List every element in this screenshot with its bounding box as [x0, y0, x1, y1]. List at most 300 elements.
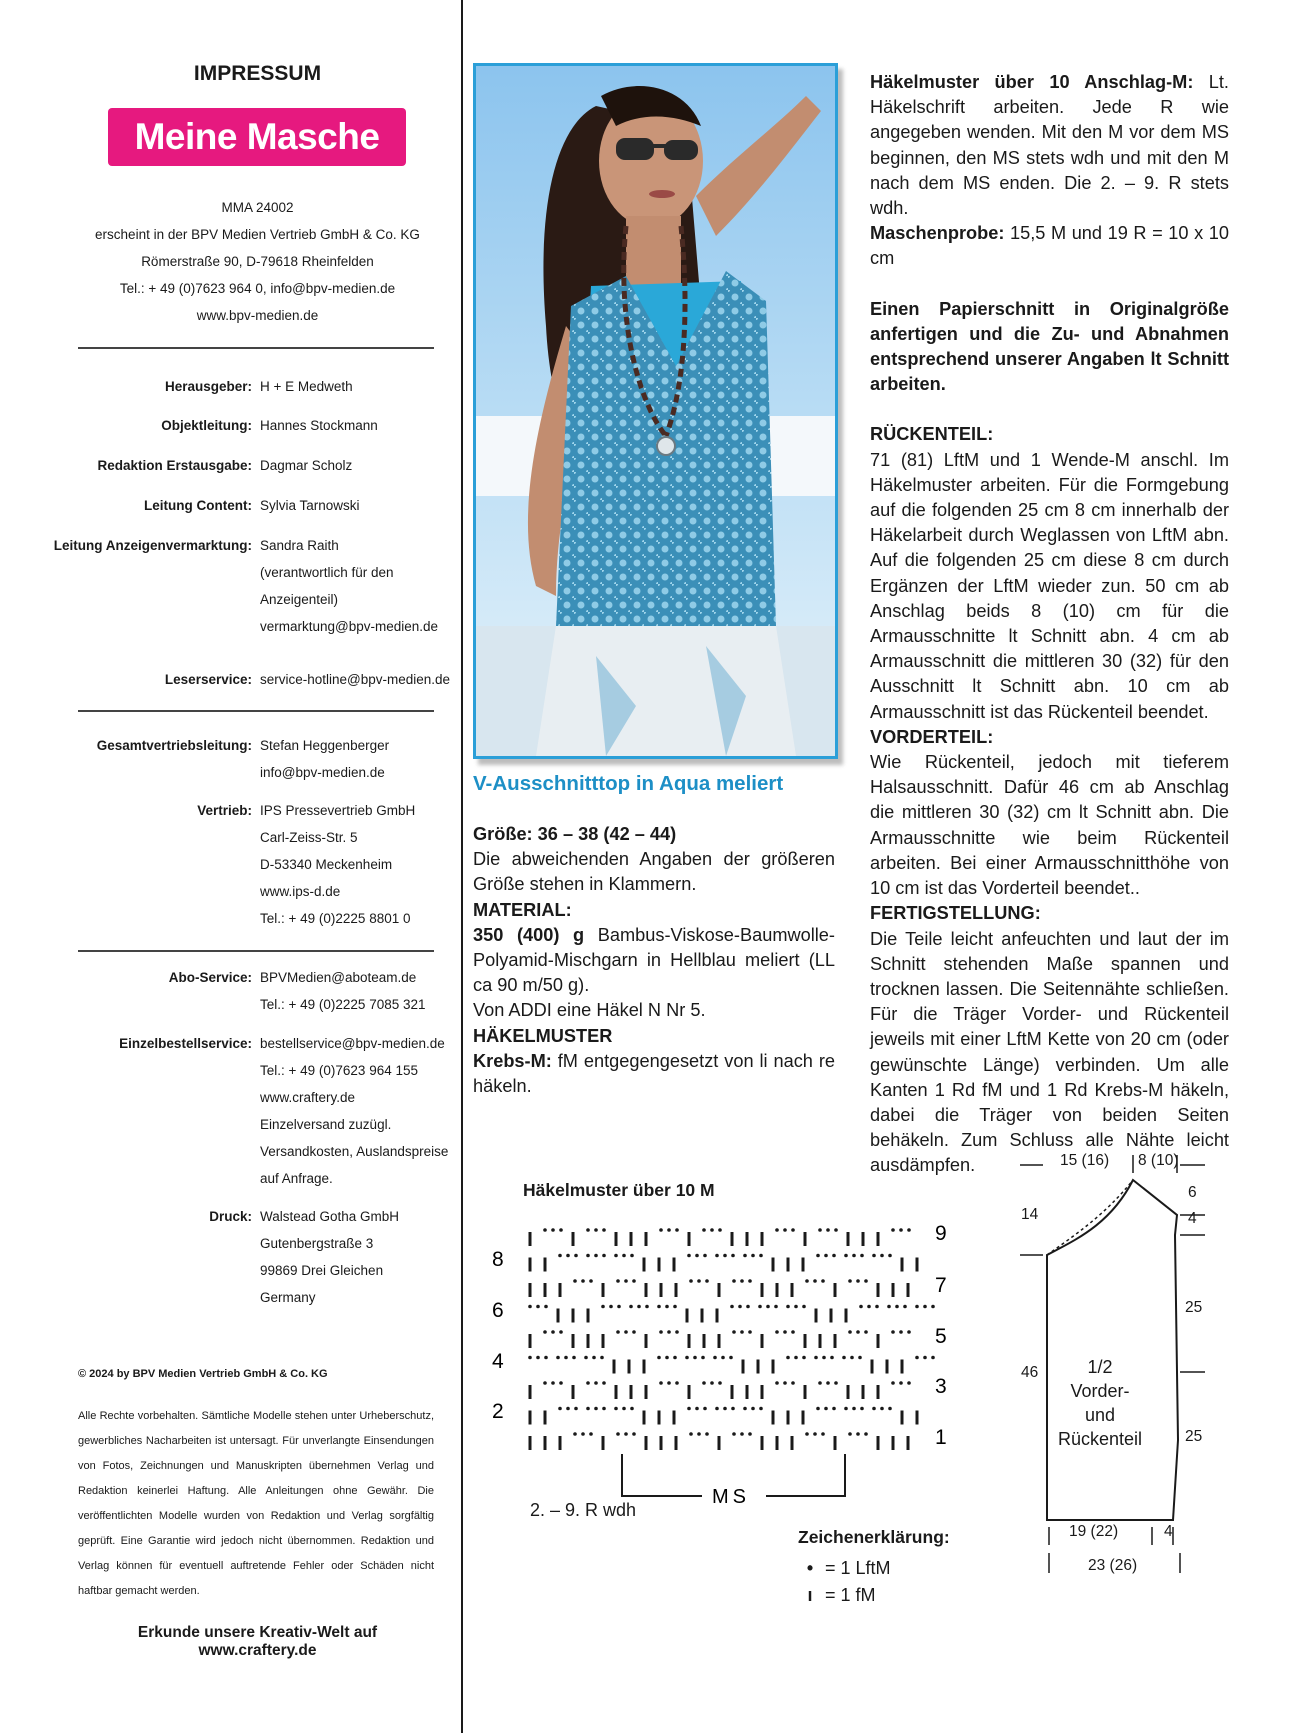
chain-mark — [558, 1254, 562, 1258]
chain-mark — [875, 1305, 879, 1309]
chain-mark — [617, 1305, 621, 1309]
staff-value: Einzelversand zuzügl. — [260, 1117, 392, 1132]
chain-mark — [899, 1381, 903, 1385]
chain-mark — [802, 1305, 806, 1309]
size-label: Größe: 36 – 38 (42 – 44) — [473, 824, 677, 844]
chain-mark — [551, 1381, 555, 1385]
chain-mark — [667, 1228, 671, 1232]
staff-value: Walstead Gotha GmbH — [260, 1209, 400, 1224]
haekelmuster-label: HÄKELMUSTER — [473, 1025, 613, 1046]
rueckenteil-text: 71 (81) LftM und 1 Wende-M anschl. Im Häkelmuster arbeiten. Für die Formgebung auf die folgenden 25 cm 8 cm innerhalb der Häkelarbeit durch Weglassen von LftM abn. Auf die folgenden 25 cm diese 8 cm durch Ergänzen der LftM wieder zun. 50 cm ab Anschlag beids 8 (10) cm für die Armausschnitte lt Schnitt abn. 4 cm ab Armausschnitt die mittleren 30 (32) für den Ausschnitt lt Schnitt abn. 10 cm ab Armausschnitt ist das Rückenteil beendet. — [870, 449, 1229, 722]
chain-mark — [573, 1279, 577, 1283]
chain-mark — [818, 1381, 822, 1385]
chain-mark — [731, 1254, 735, 1258]
chain-mark — [732, 1432, 736, 1436]
chain-mark — [860, 1407, 864, 1411]
piece-label-line: Vorder- — [1070, 1381, 1130, 1401]
chain-mark — [813, 1279, 817, 1283]
dim-right-25a: 25 — [1185, 1299, 1203, 1316]
chain-mark — [543, 1228, 547, 1232]
chain-mark — [899, 1330, 903, 1334]
publisher-line[interactable]: www.bpv-medien.de — [196, 308, 319, 323]
chain-mark — [907, 1330, 911, 1334]
chain-mark — [794, 1356, 798, 1360]
chain-mark — [584, 1356, 588, 1360]
chain-mark — [559, 1381, 563, 1385]
publisher-line[interactable]: Tel.: + 49 (0)7623 964 0, info@bpv-medien.de — [119, 281, 396, 296]
row-label-right: 1 — [935, 1426, 947, 1449]
staff-value: Sandra Raith — [260, 538, 339, 553]
chain-mark — [748, 1432, 752, 1436]
chain-mark — [602, 1381, 606, 1385]
krebs-text: fM entgegengesetzt von li nach re häkeln. — [473, 1050, 836, 1097]
staff-value[interactable]: www.ips-d.de — [260, 884, 341, 899]
staff-value[interactable]: vermarktung@bpv-medien.de — [260, 619, 439, 634]
dim-right-25b: 25 — [1185, 1428, 1203, 1445]
chain-mark — [718, 1228, 722, 1232]
dim-bottom-3: 23 (26) — [1088, 1557, 1138, 1574]
chain-mark — [751, 1254, 755, 1258]
chain-mark — [703, 1254, 707, 1258]
chain-mark — [888, 1254, 892, 1258]
piece-label-line: Rückenteil — [1057, 1429, 1143, 1449]
chain-mark — [586, 1254, 590, 1258]
chain-mark — [695, 1254, 699, 1258]
piece-label-line: und — [1084, 1405, 1116, 1425]
chain-mark — [748, 1279, 752, 1283]
chain-mark — [702, 1228, 706, 1232]
chain-mark — [759, 1254, 763, 1258]
chain-mark — [775, 1228, 779, 1232]
staff-value: auf Anfrage. — [260, 1171, 333, 1186]
chain-mark — [602, 1254, 606, 1258]
chain-mark — [659, 1228, 663, 1232]
chain-mark — [602, 1228, 606, 1232]
chain-mark — [667, 1381, 671, 1385]
chain-mark — [659, 1381, 663, 1385]
publisher-line: Römerstraße 90, D-79618 Rheinfelden — [141, 254, 374, 269]
muster-label: Häkelmuster über 10 Anschlag-M: — [870, 72, 1194, 92]
staff-value: H + E Medweth — [260, 379, 353, 394]
chain-mark — [544, 1356, 548, 1360]
chain-mark — [923, 1305, 927, 1309]
chain-mark — [702, 1381, 706, 1385]
row-label-right: 3 — [935, 1375, 947, 1398]
instructions-section — [870, 70, 1229, 1179]
chain-mark — [844, 1254, 848, 1258]
chain-mark — [695, 1407, 699, 1411]
chain-mark — [813, 1432, 817, 1436]
chain-mark — [622, 1407, 626, 1411]
chain-mark — [685, 1356, 689, 1360]
chain-mark — [791, 1330, 795, 1334]
staff-value[interactable]: BPVMedien@aboteam.de — [260, 970, 417, 985]
chain-mark — [715, 1254, 719, 1258]
chain-mark — [907, 1228, 911, 1232]
staff-label: Leserservice: — [164, 672, 252, 687]
chain-mark — [559, 1228, 563, 1232]
chain-mark — [551, 1330, 555, 1334]
staff-value[interactable]: service-hotline@bpv-medien.de — [260, 672, 451, 687]
row-label-left: 4 — [492, 1350, 504, 1373]
chain-mark — [559, 1330, 563, 1334]
chain-mark — [891, 1330, 895, 1334]
chain-mark — [528, 1356, 532, 1360]
chain-mark — [574, 1254, 578, 1258]
chain-mark — [864, 1432, 868, 1436]
chain-mark — [721, 1356, 725, 1360]
chain-mark — [791, 1381, 795, 1385]
chain-mark — [848, 1279, 852, 1283]
chain-mark — [675, 1381, 679, 1385]
staff-value: Hannes Stockmann — [260, 418, 378, 433]
chain-mark — [751, 1407, 755, 1411]
chain-mark — [740, 1279, 744, 1283]
chain-mark — [824, 1407, 828, 1411]
dim-right-4: 4 — [1188, 1210, 1197, 1227]
column-divider — [461, 0, 463, 1733]
photo-illustration — [476, 66, 835, 756]
legal-notice: Alle Rechte vorbehalten. Sämtliche Modelle stehen unter Urheberschutz, gewerbliches Nacharbeiten ist untersagt. Für unverlangte Einsendungen von Fotos, Zeichnungen und Manuskripten übernehmen Verlag und Redaktion keinerlei Haftung. Alle Anleitungen ohne Gewähr. Die veröffentlichten Modelle wurden von Redaktion und Verlag sorgfältig geprüft. Eine Garantie wird jedoch nicht übernommen. Redaktion und Verlag können für eventuell auftretende Fehler oder Schäden nicht haftbar gemacht werden. — [78, 1410, 434, 1597]
chain-mark — [723, 1407, 727, 1411]
staff-label: Druck: — [209, 1209, 252, 1224]
chain-mark — [852, 1407, 856, 1411]
brand-logo: Meine Masche — [108, 108, 406, 166]
copyright: © 2024 by BPV Medien Vertrieb GmbH & Co. KG — [78, 1368, 328, 1380]
chain-mark — [891, 1381, 895, 1385]
chain-mark — [586, 1228, 590, 1232]
chain-mark — [673, 1356, 677, 1360]
chain-mark — [872, 1254, 876, 1258]
chain-mark — [705, 1432, 709, 1436]
chain-mark — [915, 1305, 919, 1309]
staff-label: Gesamtvertriebsleitung: — [96, 738, 252, 753]
vorderteil-text: Wie Rückenteil, jedoch mit tieferem Halsausschnitt. Dafür 46 cm ab Anschlag die mittleren 30 (32) cm lt Schnitt abn. Die Armausschnitte wie beim Rückenteil arbeiten. Bei einer Armausschnitthöhe von 10 cm ist das Vorderteil beendet.. — [870, 752, 1229, 899]
chain-mark — [880, 1254, 884, 1258]
legend-text: = 1 fM — [825, 1585, 876, 1605]
chain-mark — [732, 1279, 736, 1283]
chain-mark — [630, 1407, 634, 1411]
chain-mark — [850, 1356, 854, 1360]
chain-mark — [729, 1356, 733, 1360]
chain-mark — [821, 1432, 825, 1436]
chain-mark — [786, 1305, 790, 1309]
chain-mark — [856, 1279, 860, 1283]
single-crochet-icon: ı — [807, 1585, 813, 1605]
repeat-note: 2. – 9. R wdh — [530, 1500, 637, 1520]
chain-mark — [826, 1228, 830, 1232]
chain-mark — [842, 1356, 846, 1360]
chain-mark — [794, 1305, 798, 1309]
chain-mark — [895, 1305, 899, 1309]
chain-mark — [834, 1228, 838, 1232]
chain-mark — [816, 1407, 820, 1411]
chain-mark — [600, 1356, 604, 1360]
staff-value: Gutenbergstraße 3 — [260, 1236, 374, 1251]
staff-value: 99869 Drei Gleichen — [260, 1263, 384, 1278]
impressum-title: IMPRESSUM — [193, 62, 322, 85]
chain-mark — [630, 1254, 634, 1258]
chain-mark — [848, 1330, 852, 1334]
chain-mark — [601, 1305, 605, 1309]
chain-mark — [743, 1254, 747, 1258]
chain-mark — [844, 1407, 848, 1411]
staff-value: Tel.: + 49 (0)2225 7085 321 — [260, 997, 426, 1012]
staff-label: Leitung Content: — [144, 498, 252, 513]
staff-value: (verantwortlich für den — [260, 565, 394, 580]
staff-label: Vertrieb: — [197, 803, 252, 818]
papierschnitt-note: Einen Papierschnitt in Originalgröße anfertigen und die Zu- und Abnahmen entsprechend unserer Angaben lt Schnitt arbeiten. — [870, 298, 1229, 395]
staff-value: Germany — [260, 1290, 316, 1305]
chain-mark — [574, 1407, 578, 1411]
chain-mark — [687, 1407, 691, 1411]
publisher-info — [60, 194, 455, 329]
chain-mark — [824, 1254, 828, 1258]
chain-mark — [852, 1254, 856, 1258]
chain-mark — [632, 1330, 636, 1334]
chain-mark — [701, 1356, 705, 1360]
krebs-paragraph — [473, 1049, 835, 1099]
chain-mark — [834, 1381, 838, 1385]
chain-mark — [675, 1228, 679, 1232]
chain-mark — [783, 1228, 787, 1232]
neckline-guide — [1047, 1180, 1133, 1255]
dim-right-6: 6 — [1188, 1184, 1197, 1201]
chain-mark — [805, 1279, 809, 1283]
chain-mark — [931, 1356, 935, 1360]
chain-mark — [667, 1330, 671, 1334]
chain-mark — [566, 1254, 570, 1258]
chain-mark — [657, 1356, 661, 1360]
chain-mark — [832, 1407, 836, 1411]
chain-mark — [903, 1305, 907, 1309]
chain-mark — [848, 1432, 852, 1436]
chain-mark — [740, 1432, 744, 1436]
chain-mark — [594, 1254, 598, 1258]
chain-mark — [746, 1305, 750, 1309]
staff-label: Einzelbestellservice: — [119, 1036, 252, 1051]
chain-mark — [581, 1432, 585, 1436]
chain-mark — [856, 1432, 860, 1436]
row-label-right: 7 — [935, 1274, 947, 1297]
muster-text: Lt. Häkelschrift arbeiten. Jede R wie angegeben wenden. Mit den M vor dem MS beginnen, den MS stets wdh und mit den M nach dem MS enden. Die 2. – 9. R stets wdh. — [870, 72, 1229, 219]
chain-mark — [689, 1279, 693, 1283]
staff-label: Leitung Anzeigenvermarktung: — [53, 538, 252, 553]
chain-mark — [693, 1356, 697, 1360]
staff-value: Anzeigenteil) — [260, 592, 339, 607]
chain-mark — [814, 1356, 818, 1360]
chain-mark — [775, 1330, 779, 1334]
staff-value: IPS Pressevertrieb GmbH — [260, 803, 416, 818]
chain-mark — [558, 1407, 562, 1411]
chain-mark — [616, 1330, 620, 1334]
chain-mark — [572, 1356, 576, 1360]
chain-mark — [786, 1356, 790, 1360]
maschenprobe-paragraph — [870, 221, 1229, 271]
dim-left-top: 14 — [1021, 1206, 1039, 1223]
chain-mark — [573, 1432, 577, 1436]
dim-left-mid: 46 — [1021, 1364, 1039, 1381]
chain-mark — [543, 1330, 547, 1334]
piece-outline — [1047, 1180, 1178, 1520]
chain-mark — [687, 1254, 691, 1258]
chain-mark — [743, 1407, 747, 1411]
chain-mark — [860, 1254, 864, 1258]
chain-mark — [528, 1305, 532, 1309]
chain-mark — [589, 1432, 593, 1436]
chain-mark — [713, 1356, 717, 1360]
chain-mark — [715, 1407, 719, 1411]
chain-mark — [872, 1407, 876, 1411]
chain-mark — [826, 1381, 830, 1385]
chain-mark — [629, 1305, 633, 1309]
chain-mark — [589, 1279, 593, 1283]
chain-mark — [544, 1305, 548, 1309]
chain-mark — [624, 1330, 628, 1334]
impressum-divider — [78, 950, 434, 952]
chain-mark — [594, 1381, 598, 1385]
chain-mark — [594, 1228, 598, 1232]
chain-mark — [931, 1305, 935, 1309]
chain-mark — [616, 1279, 620, 1283]
rueckenteil-label: RÜCKENTEIL: — [870, 424, 994, 445]
chain-mark — [732, 1330, 736, 1334]
chain-mark — [622, 1254, 626, 1258]
size-text: Die abweichenden Angaben der größeren Größe stehen in Klammern. — [473, 849, 835, 895]
chain-mark — [609, 1305, 613, 1309]
material-amount: 350 (400) g — [473, 924, 585, 945]
chain-mark — [859, 1305, 863, 1309]
chain-mark — [783, 1330, 787, 1334]
staff-value[interactable]: www.craftery.de — [260, 1090, 356, 1105]
chain-mark — [864, 1330, 868, 1334]
staff-value[interactable]: info@bpv-medien.de — [260, 765, 385, 780]
chain-mark — [586, 1407, 590, 1411]
row-label-right: 5 — [935, 1325, 947, 1348]
staff-label: Objektleitung: — [161, 418, 252, 433]
piece-label-line: 1/2 — [1087, 1357, 1113, 1377]
impressum-divider — [78, 347, 434, 349]
chain-mark — [858, 1356, 862, 1360]
muster-paragraph — [870, 70, 1229, 221]
chain-mark — [705, 1279, 709, 1283]
impressum-divider — [78, 710, 434, 712]
legend-row — [800, 1585, 876, 1606]
staff-label: Redaktion Erstausgabe: — [97, 458, 252, 473]
chart-title: Häkelmuster über 10 M — [523, 1180, 715, 1200]
model-photo — [473, 63, 838, 759]
staff-label: Herausgeber: — [164, 379, 252, 394]
chain-mark — [723, 1254, 727, 1258]
chain-mark — [632, 1432, 636, 1436]
material-paragraph — [473, 923, 835, 999]
staff-value: Sylvia Tarnowski — [260, 498, 360, 513]
staff-value: Tel.: + 49 (0)2225 8801 0 — [260, 911, 411, 926]
chain-mark — [543, 1381, 547, 1385]
chain-mark — [738, 1305, 742, 1309]
maschenprobe-label: Maschenprobe: — [870, 223, 1005, 244]
row-label-right: 9 — [935, 1222, 947, 1245]
staff-value[interactable]: bestellservice@bpv-medien.de — [260, 1036, 445, 1051]
chain-mark — [614, 1254, 618, 1258]
crochet-chart — [480, 1170, 960, 1508]
chain-mark — [697, 1279, 701, 1283]
chart-marks — [528, 1228, 935, 1450]
chain-mark — [899, 1228, 903, 1232]
chain-mark — [907, 1381, 911, 1385]
row-label-left: 2 — [492, 1400, 504, 1423]
chain-mark — [665, 1305, 669, 1309]
staff-label: Abo-Service: — [168, 970, 252, 985]
chain-mark — [637, 1305, 641, 1309]
chain-mark — [536, 1356, 540, 1360]
chain-mark — [759, 1407, 763, 1411]
chain-mark — [624, 1432, 628, 1436]
chain-mark — [675, 1330, 679, 1334]
chain-mark — [710, 1228, 714, 1232]
chain-mark — [748, 1330, 752, 1334]
chain-mark — [805, 1432, 809, 1436]
chain-mark — [821, 1279, 825, 1283]
chain-mark — [536, 1305, 540, 1309]
chain-mark — [689, 1432, 693, 1436]
chain-mark — [774, 1305, 778, 1309]
chain-mark — [832, 1254, 836, 1258]
chain-mark — [673, 1305, 677, 1309]
chain-mark — [710, 1381, 714, 1385]
chain-mark — [730, 1305, 734, 1309]
legend-text: = 1 LftM — [825, 1558, 891, 1578]
fertigstellung-text: Die Teile leicht anfeuchten und laut der im Schnitt stehenden Maße spannen und trocknen lassen. Die Seitennähte schließen. Für die Träger Vorder- und Rückenteil jeweils mit einer LftM Kette von 20 cm (oder gewünschte Länge) verbinden. Um alle Kanten 1 Rd fM und 1 Rd Krebs-M häkeln, dabei die Träger von beiden Seiten behäkeln. Zum Schluss alle Nähte leicht ausdämpfen. — [870, 928, 1229, 1176]
chain-mark — [665, 1356, 669, 1360]
chain-mark — [564, 1356, 568, 1360]
chain-mark — [657, 1305, 661, 1309]
chain-mark — [766, 1305, 770, 1309]
staff-value: Tel.: + 49 (0)7623 964 155 — [260, 1063, 418, 1078]
chain-mark — [775, 1381, 779, 1385]
chain-mark — [802, 1356, 806, 1360]
dim-bottom-1: 19 (22) — [1069, 1523, 1119, 1540]
piece-label — [1045, 1355, 1155, 1451]
row-label-left: 8 — [492, 1248, 504, 1271]
chain-mark — [624, 1279, 628, 1283]
chain-mark — [816, 1254, 820, 1258]
chain-mark — [740, 1330, 744, 1334]
footer-link[interactable]: Erkunde unsere Kreativ-Welt auf www.craftery.de — [137, 1624, 378, 1659]
staff-value: Dagmar Scholz — [260, 458, 353, 473]
chain-mark — [602, 1407, 606, 1411]
staff-value: Carl-Zeiss-Str. 5 — [260, 830, 358, 845]
chain-mark — [915, 1356, 919, 1360]
legend-title: Zeichenerklärung: — [798, 1527, 950, 1547]
dim-top-right: 8 (10) — [1138, 1152, 1179, 1169]
material-section — [473, 822, 835, 1099]
chain-mark — [758, 1305, 762, 1309]
staff-value: Stefan Heggenberger — [260, 738, 390, 753]
chain-mark — [822, 1356, 826, 1360]
chain-mark — [592, 1356, 596, 1360]
publisher-line: erscheint in der BPV Medien Vertrieb GmbH & Co. KG — [95, 227, 420, 242]
chain-mark — [864, 1279, 868, 1283]
chain-mark — [830, 1356, 834, 1360]
legend-row — [800, 1558, 891, 1579]
staff-value: Versandkosten, Auslandspreise — [260, 1144, 449, 1159]
publisher-line: MMA 24002 — [221, 200, 294, 215]
chain-mark — [731, 1407, 735, 1411]
dim-top-left: 15 (16) — [1060, 1152, 1110, 1169]
vorderteil-label: VORDERTEIL: — [870, 726, 994, 747]
chain-stitch-icon: • — [806, 1558, 814, 1578]
